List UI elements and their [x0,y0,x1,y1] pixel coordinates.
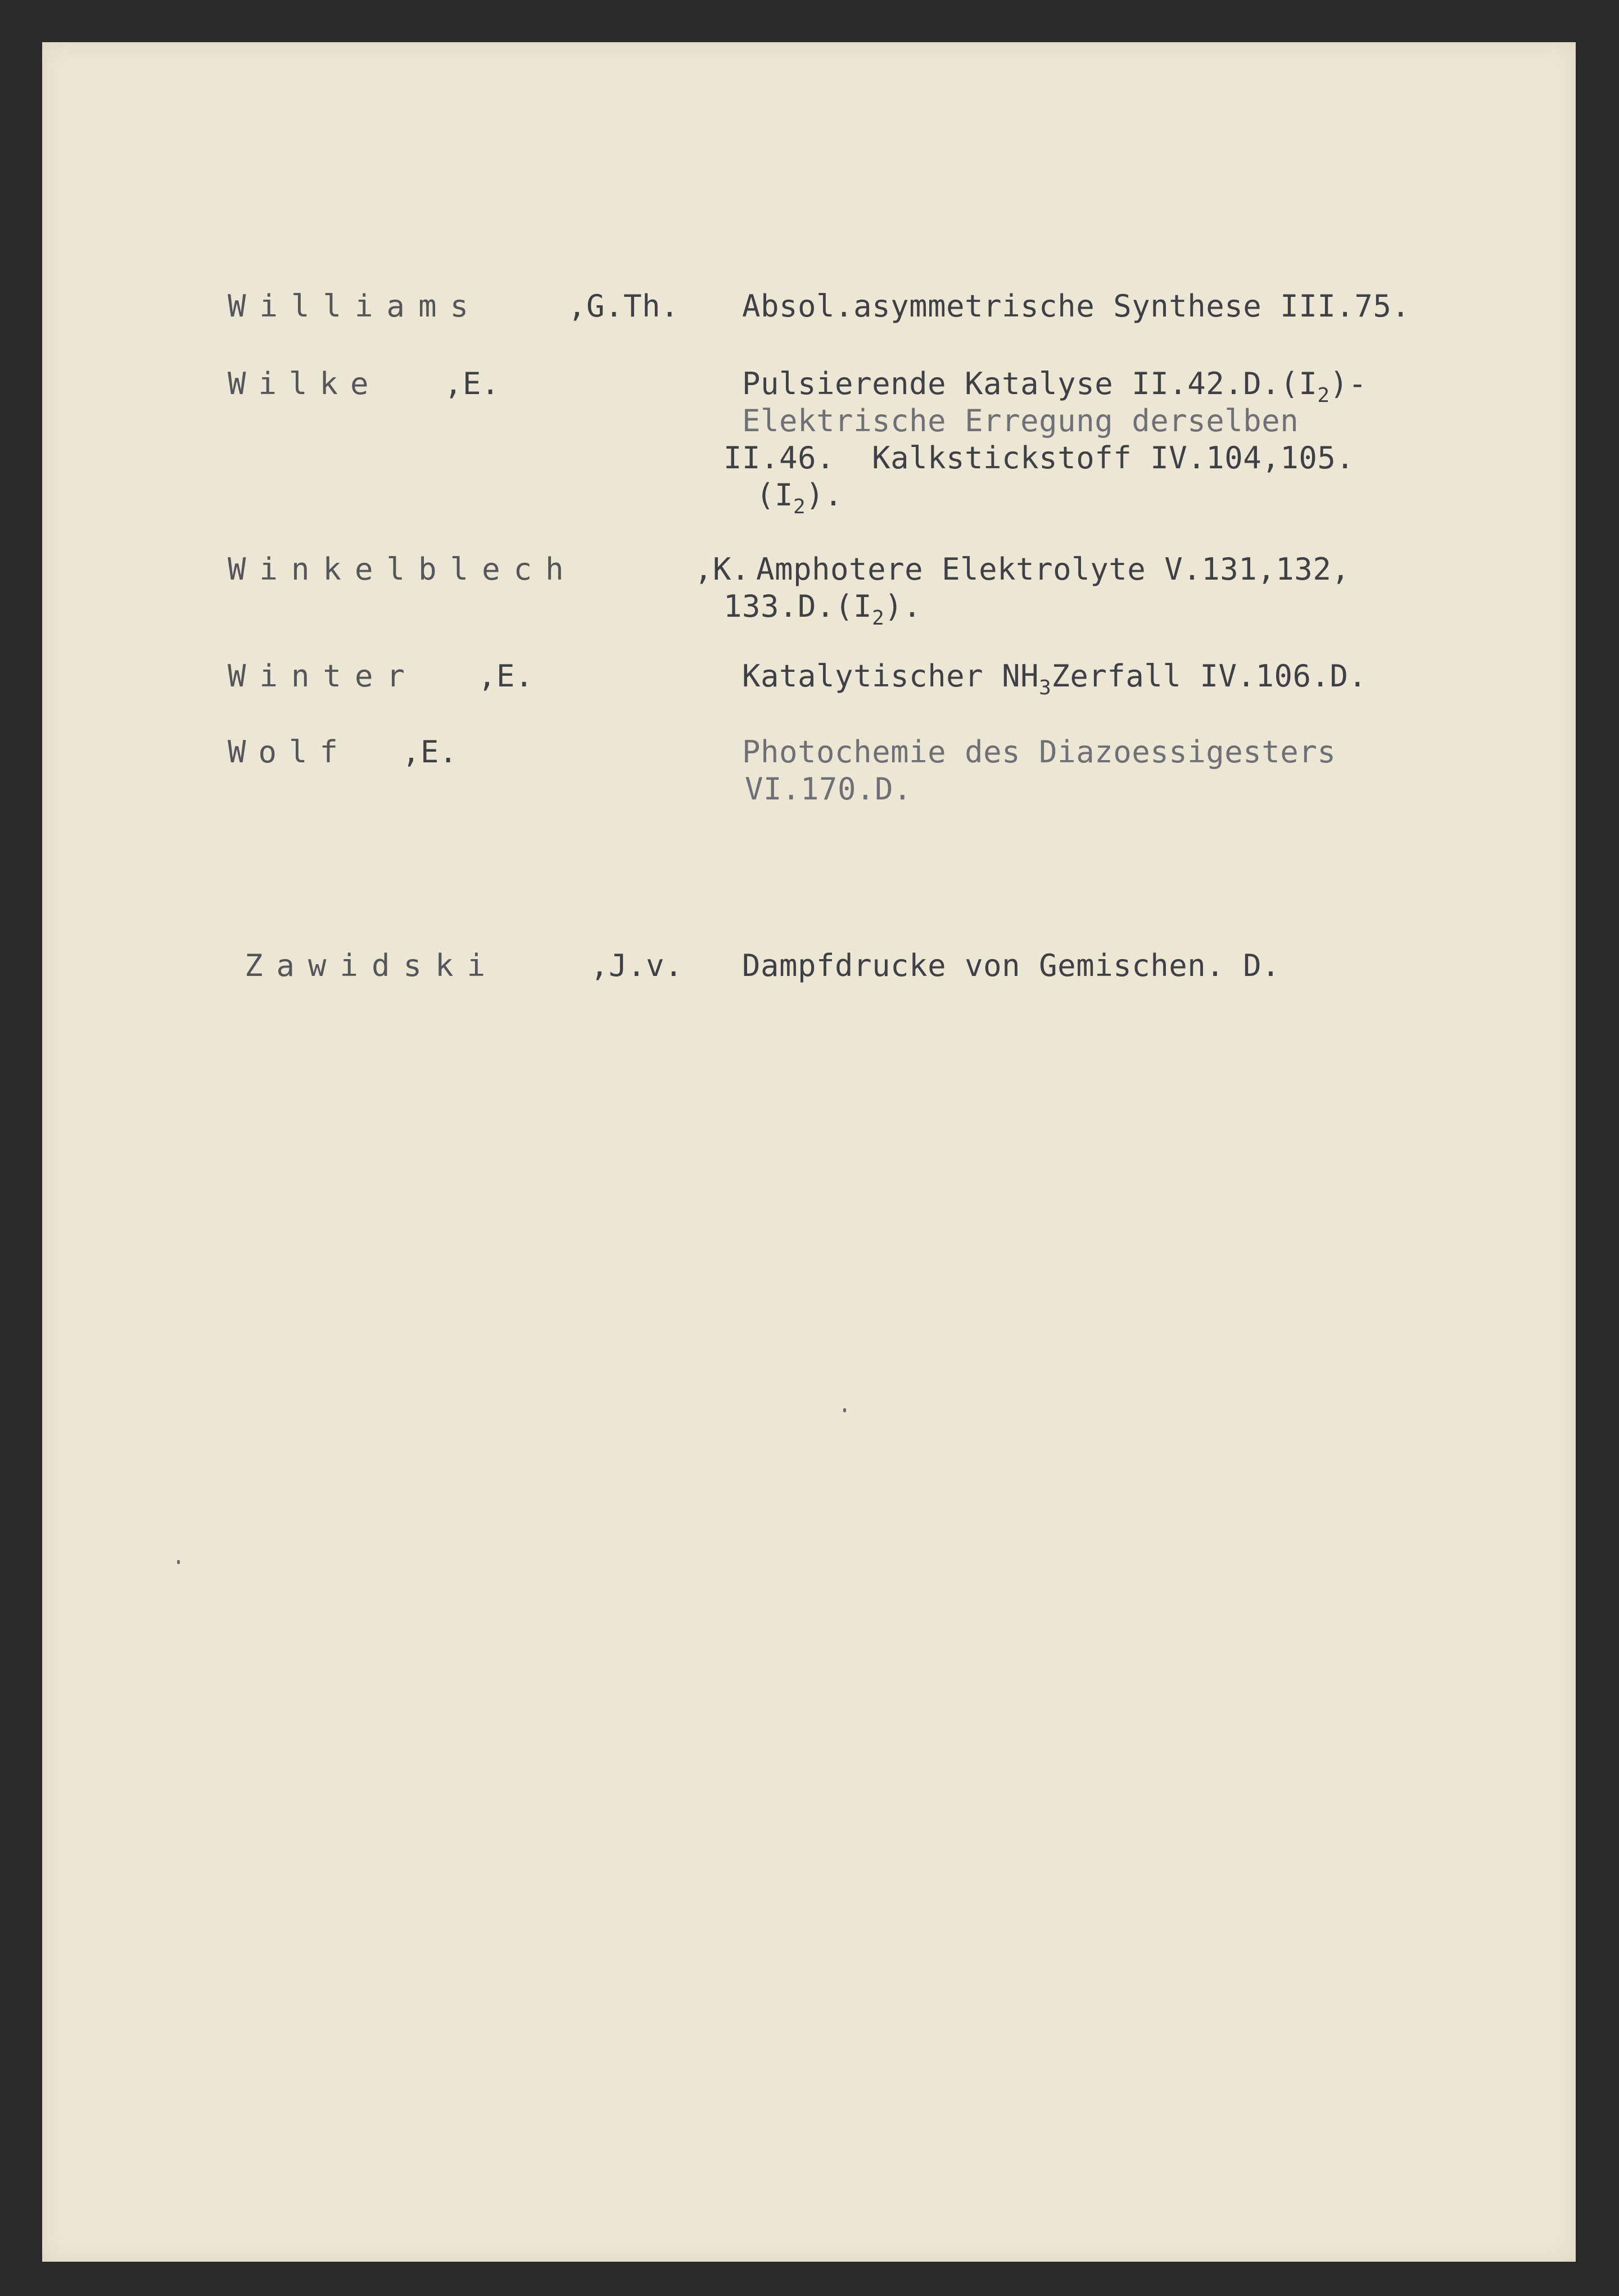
document-page [42,42,1576,2262]
initials-text: ,E. [402,734,458,770]
initials-text: ,E. [444,366,500,401]
subscript: 3 [1039,676,1052,699]
entry-line: Katalytischer NH [742,658,1039,694]
initials-text: ,G.Th. [568,288,680,324]
entry-text-wilke-1 [742,365,1367,406]
entry-text-winter [742,658,1367,699]
entry-initials-wolf [402,734,458,771]
paper-speck [843,1408,846,1412]
entry-line: II.46. Kalkstickstoff IV.104,105. [723,440,1355,476]
entry-text-wilke-4 [756,477,843,518]
entry-name-winter [228,658,418,695]
name-text: Winter [228,658,419,694]
entry-initials-winter [478,658,533,695]
subscript: 2 [1317,384,1330,407]
entry-initials-zawidski [590,947,683,984]
entry-initials-wilke [444,365,500,403]
entry-line: ). [806,477,843,513]
name-text: Wolf [228,734,351,770]
entry-line: VI.170.D. [745,771,912,807]
entry-line: )- [1329,366,1367,401]
entry-text-wilke-3 [723,440,1354,477]
entry-line: Zerfall IV.106.D. [1051,658,1367,694]
entry-line: Amphotere Elektrolyte V.131,132, [756,552,1350,587]
name-text: Zawidski [245,948,499,983]
entry-text-williams [742,288,1410,325]
entry-text-winkelblech-1 [756,551,1350,588]
entry-text-wolf-2 [745,771,912,808]
initials-text: ,K. [694,552,750,587]
entry-line: Elektrische Erregung derselben [742,403,1299,439]
entry-line: Pulsierende Katalyse II.42.D.(I [742,366,1318,401]
entry-line: 133.D.(I [723,589,872,624]
entry-name-zawidski [245,947,499,984]
entry-text-winkelblech-2 [723,588,921,629]
subscript: 2 [872,607,885,630]
initials-text: ,E. [478,658,534,694]
entry-initials-williams [568,288,679,325]
entry-name-williams [228,288,482,325]
entry-text-zawidski [742,947,1280,984]
entry-line: Absol.asymmetrische Synthese III.75. [742,288,1410,324]
entry-line: ). [884,589,922,624]
entry-name-wilke [228,365,381,403]
initials-text: ,J.v. [590,948,684,983]
entry-text-wilke-2 [742,403,1299,440]
entry-line: Dampfdrucke von Gemischen. D. [742,948,1281,983]
name-text: Williams [228,288,482,324]
name-text: Winkelblech [228,552,577,587]
entry-name-wolf [228,734,350,771]
name-text: Wilke [228,366,381,401]
entry-text-wolf-1 [742,734,1336,771]
entry-initials-winkelblech [694,551,750,588]
entry-line: (I [756,477,794,513]
entry-line: Photochemie des Diazoessigesters [742,734,1336,770]
subscript: 2 [793,495,806,518]
entry-name-winkelblech [228,551,577,588]
paper-speck [177,1560,180,1564]
